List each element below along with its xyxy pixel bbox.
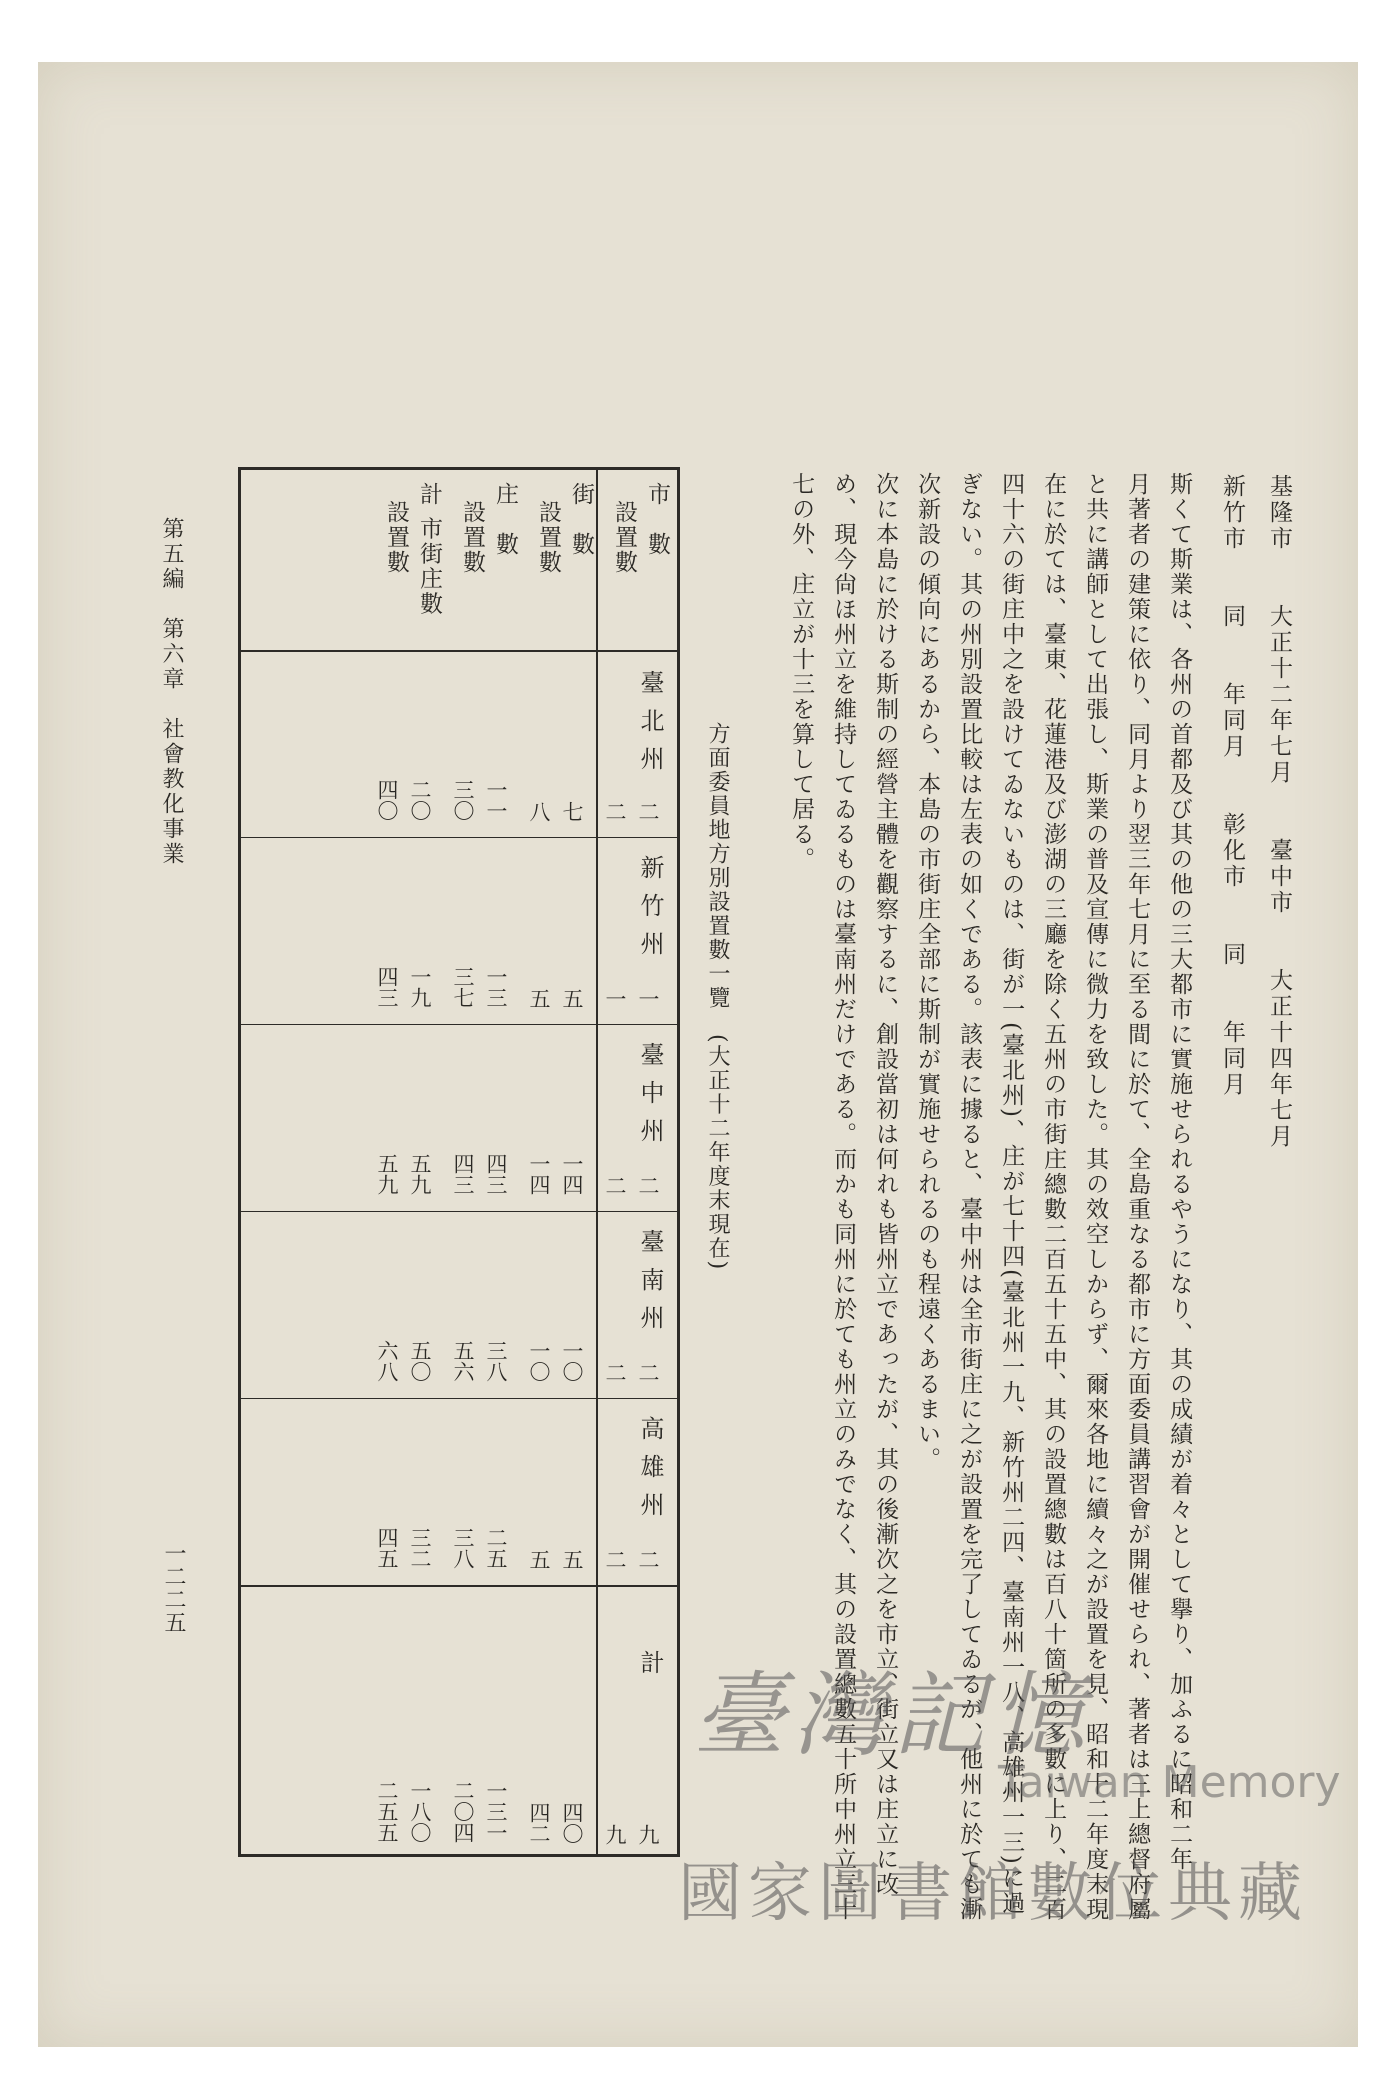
body-text-line: 斯くて斯業は、各州の首都及び其の他の三大都市に實施せられるやうになり、其の成績が着々として擧り、加ふるに昭和二年: [1166, 472, 1193, 1872]
row-divider: [241, 1585, 677, 1587]
row-label: 計 市街庄數: [416, 482, 442, 617]
row-divider: [241, 650, 677, 652]
table-cell: 二: [636, 1362, 660, 1383]
body-text-line: め、現今尙ほ州立を維持してゐるものは臺南州だけである。而かも同州に於ても州立のみでなく、其の設置總數五十所中州立三十: [830, 472, 857, 1922]
table-cell: 一〇: [527, 1340, 551, 1382]
table-cell: 八: [527, 801, 551, 822]
table-cell: 二: [603, 1175, 627, 1196]
table-cell: 六八: [375, 1340, 399, 1382]
table-cell: 二: [636, 1549, 660, 1570]
body-text-line: 四十六の街庄中之を設けてゐないものは、街が一(臺北州)、庄が七十四(臺北州一九、新竹州二四、臺南州一八、高雄州一三)に過: [998, 472, 1025, 1916]
row-label: 街 數: [568, 482, 594, 557]
table-cell: 一〇: [560, 1340, 584, 1382]
row-label: 設置數: [611, 500, 637, 575]
book-page: [38, 62, 1358, 2047]
watermark-calligraphy: 臺灣記憶: [693, 1662, 1094, 1769]
table-cell: 九: [603, 1824, 627, 1845]
row-divider: [241, 837, 677, 838]
table-cell: 五: [527, 1549, 551, 1570]
table-cell: 二五: [484, 1527, 508, 1569]
table-cell: 三八: [484, 1340, 508, 1382]
table-cell: 九: [636, 1824, 660, 1845]
table-cell: 一: [636, 988, 660, 1009]
column-header: 臺南州: [636, 1229, 664, 1343]
row-label: 設置數: [383, 500, 409, 575]
body-text-line: 在に於ては、臺東、花蓮港及び澎湖の三廳を除く五州の市街庄總數二百五十五中、其の設置總數は百八十箇所の多數に上り、二百: [1040, 472, 1067, 1922]
table-cell: 四二: [527, 1802, 551, 1844]
watermark-english: Taiwan Memory: [998, 1757, 1341, 1808]
table-cell: 二: [603, 1549, 627, 1570]
table-cell: 五九: [375, 1153, 399, 1195]
row-label: 庄 數: [492, 482, 518, 557]
table-cell: 一四: [527, 1153, 551, 1195]
table-cell: 一三: [484, 966, 508, 1008]
column-header: 新竹州: [636, 855, 664, 969]
table-cell: 五: [527, 988, 551, 1009]
table-caption: 方面委員地方別設置數一覽 (大正十二年度末現在): [705, 722, 730, 1272]
table-cell: 二: [603, 801, 627, 822]
body-text-line: 七の外、庄立が十三を算して居る。: [788, 472, 815, 872]
table-cell: 一: [603, 988, 627, 1009]
row-label: 設置數: [535, 500, 561, 575]
table-cell: 四三: [451, 1153, 475, 1195]
table-cell: 四〇: [375, 779, 399, 821]
body-text-line: ぎない。其の州別設置比較は左表の如くである。該表に據ると、臺中州は全市街庄に之が設置を完了してゐるが、他州に於ても漸: [956, 472, 983, 1922]
table-cell: 一八〇: [408, 1780, 432, 1843]
table-cell: 二五五: [375, 1780, 399, 1843]
row-label: 市 數: [644, 482, 670, 557]
column-header: 臺北州: [636, 670, 664, 784]
table-cell: 四五: [375, 1527, 399, 1569]
table-cell: 五六: [451, 1340, 475, 1382]
statistics-table: [238, 467, 680, 1857]
city-list-row-2: 新竹市 同 年同月 彰化市 同 年同月: [1219, 474, 1245, 1098]
city-list-row-1: 基隆市 大正十二年七月 臺中市 大正十四年七月: [1266, 474, 1292, 1150]
table-cell: 四三: [484, 1153, 508, 1195]
row-divider: [241, 1024, 677, 1025]
table-cell: 二: [603, 1362, 627, 1383]
table-cell: 五九: [408, 1153, 432, 1195]
table-cell: 三〇: [451, 779, 475, 821]
table-cell: 二〇: [408, 779, 432, 821]
header-divider: [596, 470, 598, 1854]
watermark-chinese: 國家圖書館數位典藏: [678, 1857, 1308, 1931]
table-cell: 三七: [451, 966, 475, 1008]
body-text-line: 次に本島に於ける斯制の經營主體を觀察するに、創設當初は何れも皆州立であったが、其の後漸次之を市立、街立又は庄立に改: [872, 472, 899, 1897]
table-cell: 二: [636, 801, 660, 822]
table-cell: 二〇四: [451, 1780, 475, 1843]
column-header: 計: [636, 1650, 664, 1688]
table-cell: 一九: [408, 966, 432, 1008]
table-cell: 一三一: [484, 1780, 508, 1843]
body-text-line: と共に講師として出張し、斯業の普及宣傳に微力を致した。其の效空しからず、爾來各地に續々之が設置を見、昭和十二年度末現: [1082, 472, 1109, 1922]
row-label: 設置數: [459, 500, 485, 575]
table-cell: 五〇: [408, 1340, 432, 1382]
table-cell: 四〇: [560, 1802, 584, 1844]
table-cell: 七: [560, 801, 584, 822]
table-cell: 五: [560, 1549, 584, 1570]
table-cell: 五: [560, 988, 584, 1009]
body-text-line: 月著者の建策に依り、同月より翌三年七月に至る間に於て、全島重なる都市に方面委員講習會が開催せられ、著者は三上總督府屬: [1124, 472, 1151, 1922]
row-divider: [241, 1211, 677, 1212]
table-cell: 四三: [375, 966, 399, 1008]
table-cell: 一一: [484, 779, 508, 821]
column-header: 臺中州: [636, 1042, 664, 1156]
table-cell: 三二: [408, 1527, 432, 1569]
table-cell: 二: [636, 1175, 660, 1196]
row-divider: [241, 1398, 677, 1399]
page-number: 一二二五: [161, 1542, 186, 1634]
column-header: 高雄州: [636, 1416, 664, 1530]
body-text-line: 次新設の傾向にあるから、本島の市街庄全部に斯制が實施せられるのも程遠くあるまい。: [914, 472, 941, 1472]
table-cell: 三八: [451, 1527, 475, 1569]
running-footer: 第五編 第六章 社會教化事業: [159, 517, 184, 867]
table-cell: 一四: [560, 1153, 584, 1195]
